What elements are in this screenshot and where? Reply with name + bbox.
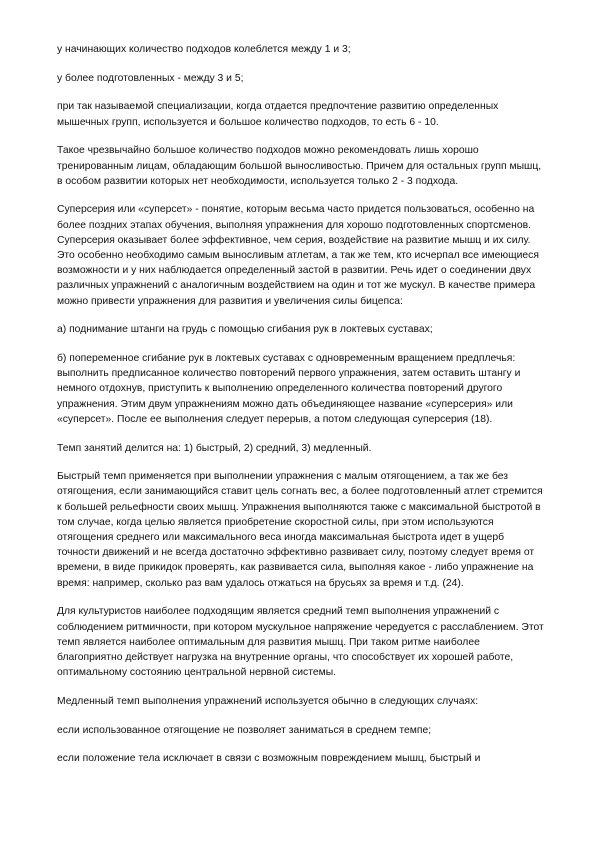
- paragraph-beginners-sets: у начинающих количество подходов колеблется между 1 и 3;: [57, 44, 351, 55]
- document-page: [57, 42, 545, 780]
- paragraph-slow-case-2: если положение тела исключает в связи с возможным повреждением мышц, быстрый и: [57, 753, 481, 765]
- paragraph-advanced-sets: у более подготовленных - между 3 и 5;: [57, 72, 244, 84]
- paragraph-exercise-b: б) попеременное сгибание рук в локтевых суставах с одновременным вращением предплечья: выполнить предписанное количество повторений первого упражнения, затем оставить штангу и немного отдохнув, приступить к выполнению определенного количества повторений другого упражнения. Этим двум упражнениям можно дать объединяющее название «суперсерия» или «суперсет». После ее выполнения следует перерыв, а потом следующая суперсерия (18).: [57, 353, 521, 425]
- paragraph-specialization: при так называемой специализации, когда отдается предпочтение развитию определенных мышечных групп, используется и большое количество подходов, то есть 6 - 10.: [57, 101, 499, 128]
- paragraph-superset: Суперсерия или «суперсет» - понятие, которым весьма часто придется пользоваться, особенно на более поздних этапах обучения, выполняя упражнения для хорошо подготовленных спортсменов. Суперсерия оказывает более эффективное, чем серия, воздействие на развитие мышц и их силу. Это особенно необходимо самым выносливым атлетам, а так же тем, кто исчерпал все имеющиеся возможности и у них наблюдается определенный застой в развитии. Речь идет о соединении двух различных упражнений с аналогичным воздействием на один и тот же мускул. В качестве примера можно привести упражнения для развития и увеличения силы бицепса:: [57, 204, 539, 307]
- paragraph-large-sets: Такое чрезвычайно большое количество подходов можно рекомендовать лишь хорошо тренированным лицам, обладающим большой выносливостью. Причем для остальных групп мышц, в особом развитии которых нет необходимости, используется только 2 - 3 подхода.: [57, 145, 542, 187]
- paragraph-slow-tempo: Медленный темп выполнения упражнений используется обычно в следующих случаях:: [57, 695, 479, 707]
- paragraph-medium-tempo: Для культуристов наиболее подходящим является средний темп выполнения упражнений с соблюдением ритмичности, при котором мускульное напряжение чередуется с расслаблением. Этот темп является наиболее оптимальным для развития мышц. При таком ритме наиболее благоприятно действует нагрузка на внутренние органы, что способствует их хорошей работе, оптимальному состоянию центральной нервной системы.: [57, 606, 544, 679]
- paragraph-exercise-a: а) поднимание штанги на грудь с помощью сгибания рук в локтевых суставах;: [57, 324, 433, 336]
- paragraph-slow-case-1: если использованное отягощение не позволяет заниматься в среднем темпе;: [57, 724, 432, 736]
- paragraph-fast-tempo: Быстрый темп применяется при выполнении упражнения с малым отягощением, а так же без отягощения, если занимающийся ставит цель согнать вес, а более подготовленный атлет стремится к большей рельефности своих мышц. Упражнения выполняются также с максимальной быстротой в том случае, когда целью является приобретение скоростной силы, при этом используются отягощения среднего или максимального веса иногда максимальная быстрота идет в ущерб точности движений и не всегда достаточно эффективно развивает силу, поэтому следует время от времени, в виде прикидок проверять, как развивается сила, выполняя какое - либо упражнение на время: например, сколько раз вам удалось отжаться на брусьях за время и т.д. (24).: [57, 471, 543, 589]
- paragraph-tempo-types: Темп занятий делится на: 1) быстрый, 2) средний, 3) медленный.: [57, 442, 372, 454]
